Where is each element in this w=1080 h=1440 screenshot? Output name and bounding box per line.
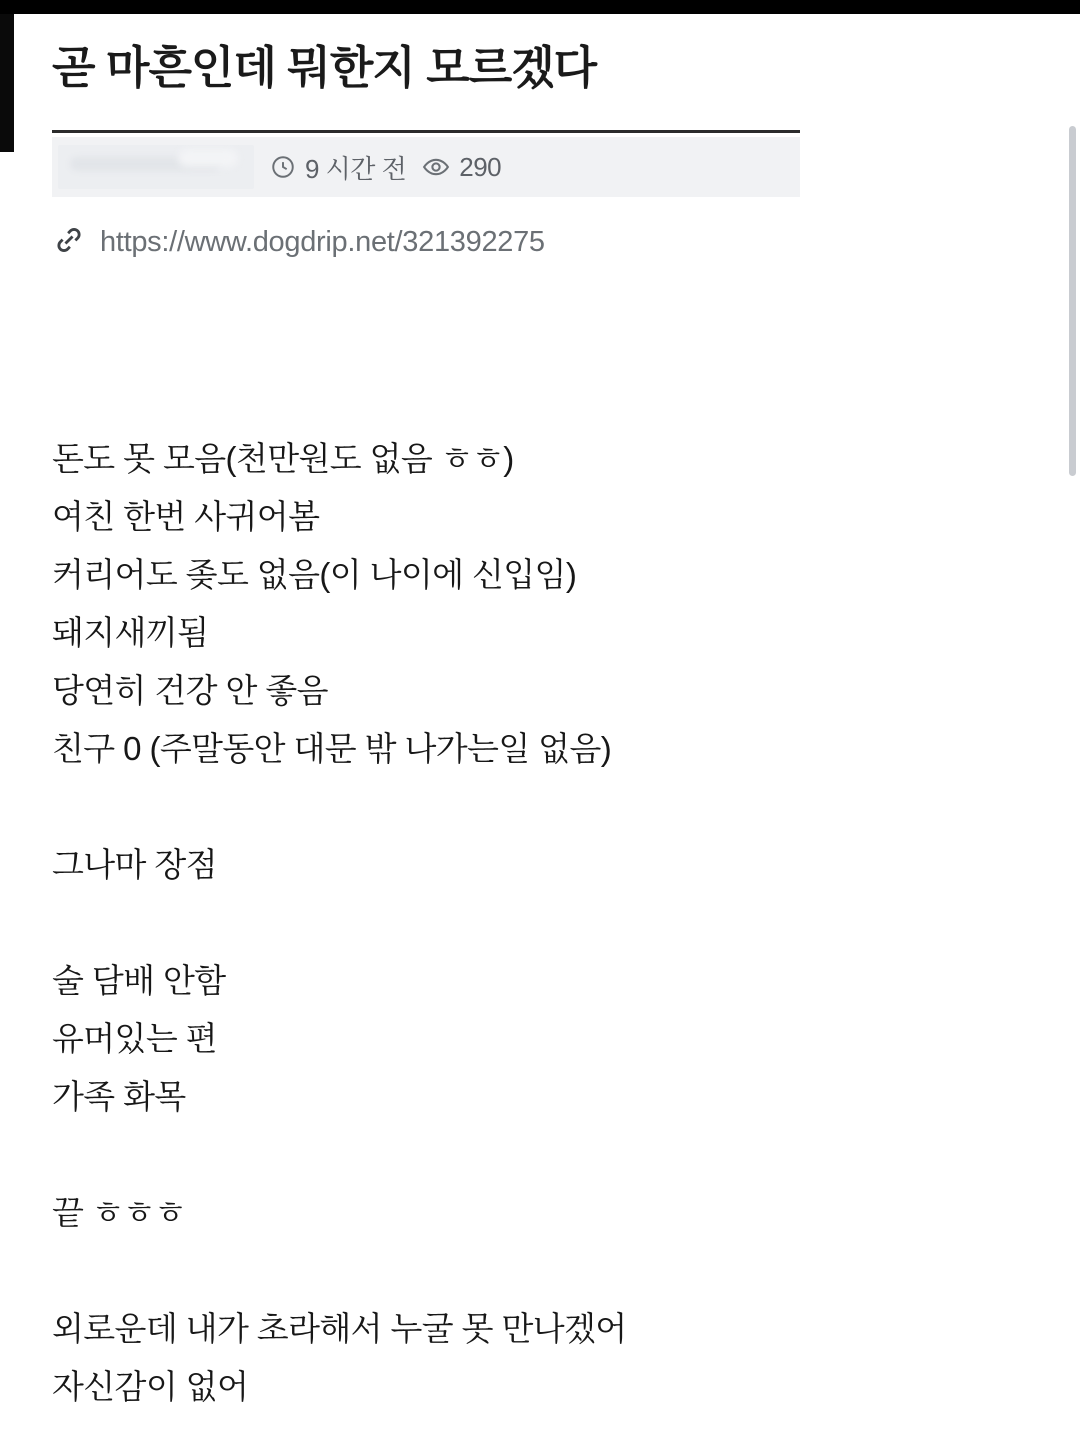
post-views-label: 290 [459, 151, 502, 182]
article-content [52, 14, 1032, 1416]
post-body-line: 돈도 못 모음(천만원도 없음 ㅎㅎ) [52, 440, 514, 478]
device-frame-top-edge [0, 0, 1080, 14]
author-name-redacted [58, 145, 254, 189]
post-body-blank-line [52, 778, 1032, 836]
post-time-label: 9 시간 전 [305, 153, 407, 184]
article-page [14, 14, 1080, 1440]
post-body-line: 돼지새끼됨 [52, 614, 209, 652]
link-icon [52, 223, 86, 262]
device-frame-left-edge [0, 14, 14, 152]
title-divider [52, 130, 800, 133]
page-title: 곧 마흔인데 뭐한지 모르겠다 [52, 42, 597, 93]
post-body-blank-line [52, 894, 1032, 952]
post-body-line: 유머있는 편 [52, 1020, 217, 1058]
post-body-line: 끝 ㅎㅎㅎ [52, 1194, 186, 1232]
source-url-text[interactable]: https://www.dogdrip.net/321392275 [100, 226, 545, 259]
post-views [422, 152, 501, 183]
eye-icon [422, 153, 450, 181]
post-body-line: 그나마 장점 [52, 846, 217, 884]
post-body-blank-line [52, 1126, 1032, 1184]
clock-icon [270, 154, 296, 180]
post-body-line: 외로운데 내가 초라해서 누굴 못 만나겠어 [52, 1310, 627, 1348]
post-body-blank-line [52, 1242, 1032, 1300]
source-url-row[interactable] [52, 223, 1032, 262]
post-body-line: 친구 0 (주말동안 대문 밖 나가는일 없음) [52, 730, 612, 768]
post-body-line: 여친 한번 사귀어봄 [52, 498, 320, 536]
page-scrollbar[interactable] [1069, 126, 1076, 476]
post-body-line: 당연히 건강 안 좋음 [52, 672, 328, 710]
post-body-line: 커리어도 좆도 없음(이 나이에 신입임) [52, 556, 577, 594]
post-meta-bar [52, 137, 800, 197]
post-body [52, 430, 1032, 1416]
post-body-line: 가족 화목 [52, 1078, 186, 1116]
post-body-line: 자신감이 없어 [52, 1368, 249, 1406]
post-time [270, 149, 406, 186]
post-body-line: 술 담배 안함 [52, 962, 226, 1000]
